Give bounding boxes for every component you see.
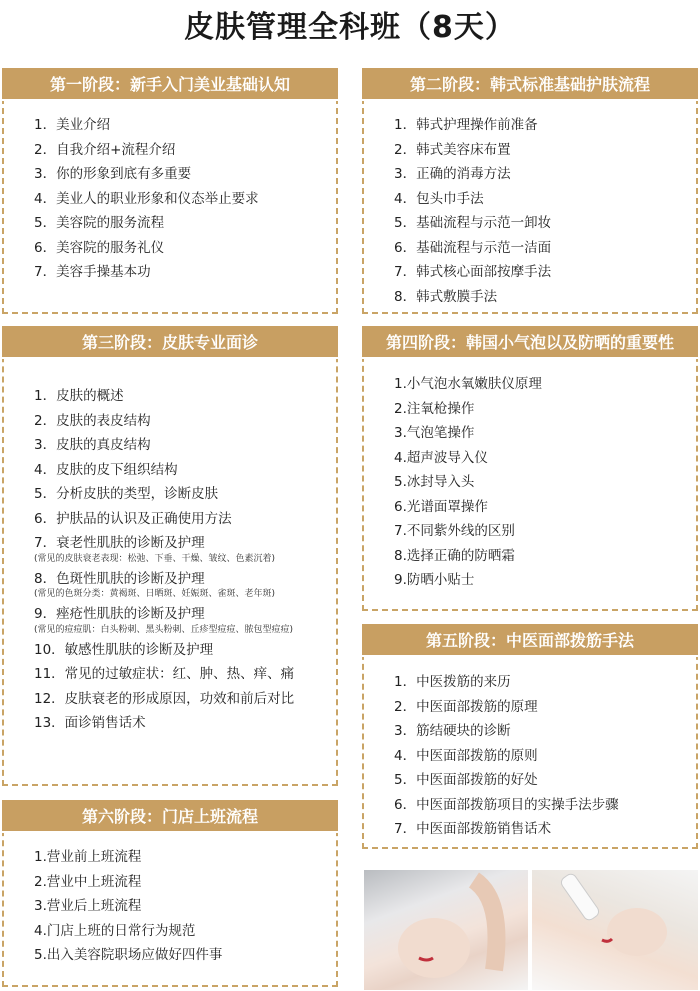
stage-5-list <box>394 670 690 842</box>
list-item: 5.冰封导入头 <box>394 474 475 490</box>
list-item: 1．美业介绍 <box>34 117 111 133</box>
facial-massage-photo <box>364 870 528 990</box>
list-item: 10．敏感性肌肤的诊断及护理 <box>34 641 214 658</box>
list-item: 5．美容院的服务流程 <box>34 215 165 231</box>
list-item: 4.门店上班的日常行为规范 <box>34 922 196 939</box>
stage-1-list <box>34 113 330 285</box>
stage-3-panel <box>2 326 338 786</box>
stage-5-header: 第五阶段：中医面部拨筋手法 <box>362 624 698 657</box>
list-item: 3．皮肤的真皮结构 <box>34 437 151 453</box>
list-item: 5.出入美容院职场应做好四件事 <box>34 947 223 963</box>
stage-2-header: 第二阶段：韩式标准基础护肤流程 <box>362 68 698 101</box>
stage-2-panel <box>362 68 698 314</box>
list-item: 7．美容手操基本功 <box>34 264 151 280</box>
list-item: 3.气泡笔操作 <box>394 425 475 441</box>
page-title: 皮肤管理全科班（8天） <box>184 10 516 45</box>
list-item: 1．韩式护理操作前准备 <box>394 117 538 133</box>
list-item: 5．中医面部拨筋的好处 <box>394 772 538 788</box>
list-item: 4．中医面部拨筋的原则 <box>394 747 538 764</box>
list-item: 6．基础流程与示范一洁面 <box>394 239 552 256</box>
stage-6-header: 第六阶段：门店上班流程 <box>2 800 338 833</box>
list-item: 7．衰老性肌肤的诊断及护理 <box>34 535 205 551</box>
list-item: 2．皮肤的表皮结构 <box>34 412 151 429</box>
list-item: 13．面诊销售话术 <box>34 715 146 731</box>
list-item: 6．护肤品的认识及正确使用方法 <box>34 510 232 527</box>
stage-1-panel <box>2 68 338 314</box>
list-item: 2．中医面部拨筋的原理 <box>394 698 538 715</box>
stage-4-panel <box>362 326 698 611</box>
list-item: 2．韩式美容床布置 <box>394 141 511 158</box>
list-item: 2．自我介绍+流程介绍 <box>34 141 176 158</box>
list-item: 3.营业后上班流程 <box>34 898 142 914</box>
list-item: 11．常见的过敏症状：红、肿、热、痒、痛 <box>34 666 295 682</box>
list-item: 1.小气泡水氧嫩肤仪原理 <box>394 376 542 392</box>
list-item-note: (常见的皮肤衰老表现：松弛、下垂、干燥、皱纹、色素沉着) <box>34 553 276 564</box>
list-item: 4．包头巾手法 <box>394 190 484 207</box>
stage-6-panel <box>2 800 338 987</box>
list-item: 6．美容院的服务礼仪 <box>34 239 165 256</box>
list-item-note: (常见的痘痘肌：白头粉刺、黑头粉刺、丘疹型痘痘、脓包型痘痘) <box>34 624 294 635</box>
list-item: 4．美业人的职业形象和仪态举止要求 <box>34 190 259 207</box>
stage-4-list <box>394 372 690 593</box>
stage-4-header: 第四阶段：韩国小气泡以及防晒的重要性 <box>362 326 698 359</box>
list-item: 3．正确的消毒方法 <box>394 166 511 182</box>
list-item: 1．中医拨筋的来历 <box>394 674 511 690</box>
list-item: 5．分析皮肤的类型，诊断皮肤 <box>34 486 219 502</box>
list-item: 7．韩式核心面部按摩手法 <box>394 264 552 280</box>
stage-6-list <box>34 845 330 968</box>
list-item: 7．中医面部拨筋销售话术 <box>394 821 552 837</box>
list-item: 6．中医面部拨筋项目的实操手法步骤 <box>394 796 619 813</box>
stage-5-panel <box>362 624 698 849</box>
facial-massage-illustration <box>364 870 528 990</box>
ultrasound-treatment-photo <box>532 870 698 990</box>
stage-3-header: 第三阶段：皮肤专业面诊 <box>2 326 338 359</box>
stage-1-header: 第一阶段：新手入门美业基础认知 <box>2 68 338 101</box>
list-item: 9.防晒小贴士 <box>394 572 475 588</box>
list-item: 4.超声波导入仪 <box>394 449 488 466</box>
stage-3-list <box>34 384 330 736</box>
list-item: 6.光谱面罩操作 <box>394 498 488 515</box>
list-item: 1．皮肤的概述 <box>34 388 124 404</box>
list-item: 1.营业前上班流程 <box>34 849 142 865</box>
list-item: 8．韩式敷膜手法 <box>394 288 498 305</box>
list-item: 2.注氧枪操作 <box>394 400 475 417</box>
list-item: 8．色斑性肌肤的诊断及护理 <box>34 570 205 587</box>
list-item: 3．筋结硬块的诊断 <box>394 723 511 739</box>
list-item: 2.营业中上班流程 <box>34 873 142 890</box>
stage-2-list <box>394 113 690 309</box>
ultrasound-treatment-illustration <box>532 870 698 990</box>
list-item: 5．基础流程与示范一卸妆 <box>394 215 552 231</box>
list-item: 8.选择正确的防晒霜 <box>394 547 515 564</box>
list-item: 3．你的形象到底有多重要 <box>34 166 192 182</box>
list-item: 4．皮肤的皮下组织结构 <box>34 461 178 478</box>
list-item: 12．皮肤衰老的形成原因，功效和前后对比 <box>34 690 295 707</box>
list-item: 7.不同紫外线的区别 <box>394 523 515 539</box>
list-item: 9．痤疮性肌肤的诊断及护理 <box>34 606 205 622</box>
list-item-note: (常见的色斑分类：黄褐斑、日晒斑、妊娠斑、雀斑、老年斑) <box>34 589 276 599</box>
